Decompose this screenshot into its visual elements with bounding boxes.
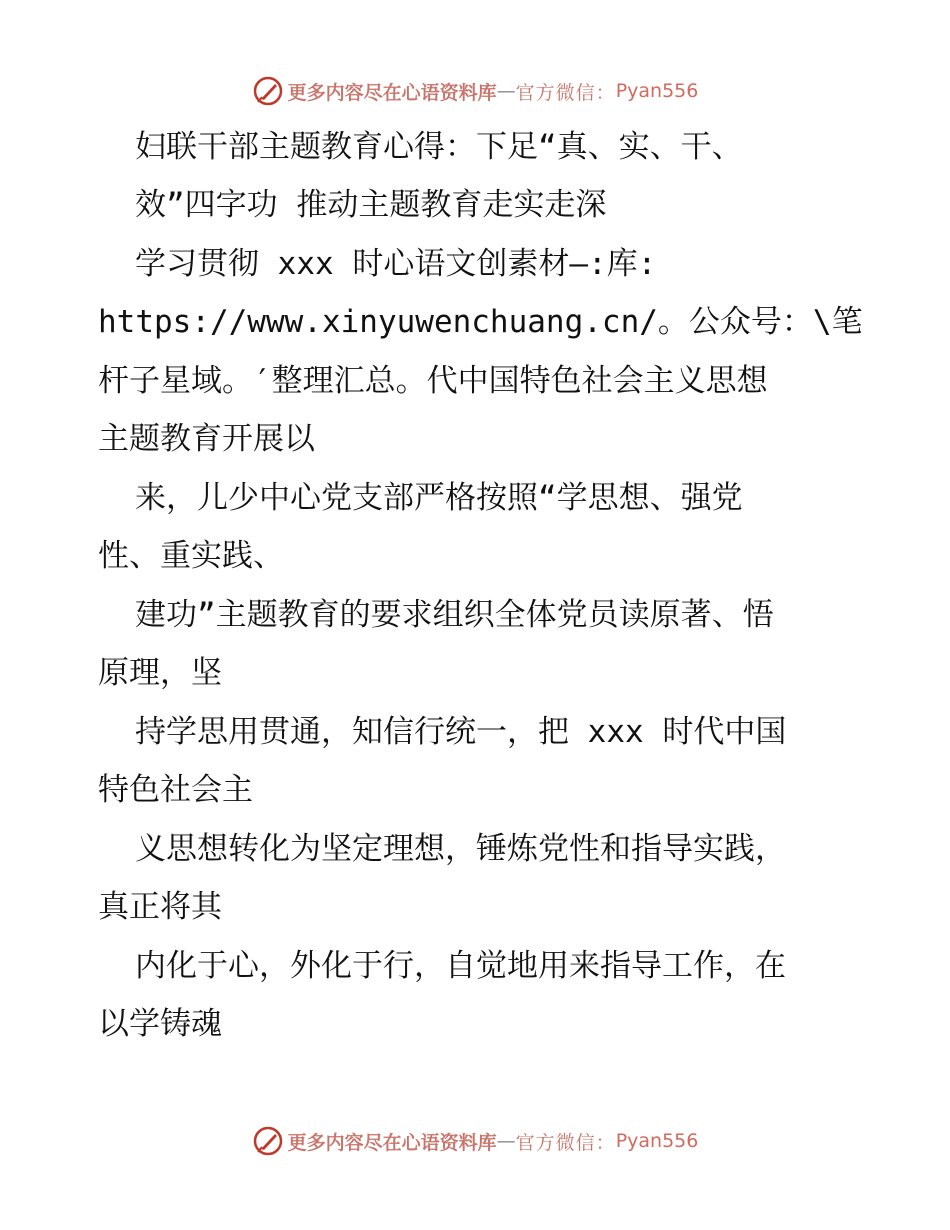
watermark-dash: — [496, 1130, 516, 1152]
doc-paragraph-line: 以学铸魂 [98, 1006, 222, 1042]
doc-title-line-2: 效”四字功 推动主题教育走实走深 [135, 187, 607, 223]
doc-paragraph-line: 原理，坚 [98, 655, 222, 691]
header-watermark [0, 73, 950, 109]
doc-paragraph-line: 学习贯彻 xxx 时心语文创素材—:库: [135, 246, 657, 282]
doc-paragraph-line: 特色社会主 [98, 772, 253, 808]
doc-paragraph-line: 义思想转化为坚定理想，锤炼党性和指导实践， [135, 831, 786, 867]
doc-paragraph-line: 内化于心，外化于行，自觉地用来指导工作，在 [135, 948, 786, 984]
doc-title-line-1: 妇联干部主题教育心得：下足“真、实、干、 [135, 129, 743, 165]
doc-paragraph-line: 杆子星域。′整理汇总。代中国特色社会主义思想 [98, 363, 768, 399]
watermark-site-text: 更多内容尽在心语资料库 [287, 81, 497, 104]
doc-paragraph-line: 真正将其 [98, 889, 222, 925]
watermark-site-text: 更多内容尽在心语资料库 [287, 1131, 497, 1154]
watermark-wechat-label: 官方微信： [515, 1131, 616, 1154]
doc-paragraph-line: 持学思用贯通，知信行统一，把 xxx 时代中国 [135, 714, 787, 750]
watermark-wechat-label: 官方微信： [515, 81, 616, 104]
doc-paragraph-line: 来，儿少中心党支部严格按照“学思想、强党 [135, 480, 743, 516]
watermark-wechat-id: Pyan556 [615, 80, 699, 102]
watermark-wechat-id: Pyan556 [615, 1130, 699, 1152]
watermark-dash: — [496, 80, 516, 102]
doc-paragraph-line: 建功”主题教育的要求组织全体党员读原著、悟 [135, 597, 774, 633]
footer-watermark [0, 1123, 950, 1159]
doc-paragraph-line: 主题教育开展以 [98, 421, 315, 457]
doc-paragraph-line: 性、重实践、 [98, 538, 284, 574]
quill-logo-icon [252, 1125, 284, 1157]
doc-paragraph-line: https://www.xinyuwenchuang.cn/。公众号：\笔 [98, 304, 863, 340]
quill-logo-icon [252, 75, 284, 107]
